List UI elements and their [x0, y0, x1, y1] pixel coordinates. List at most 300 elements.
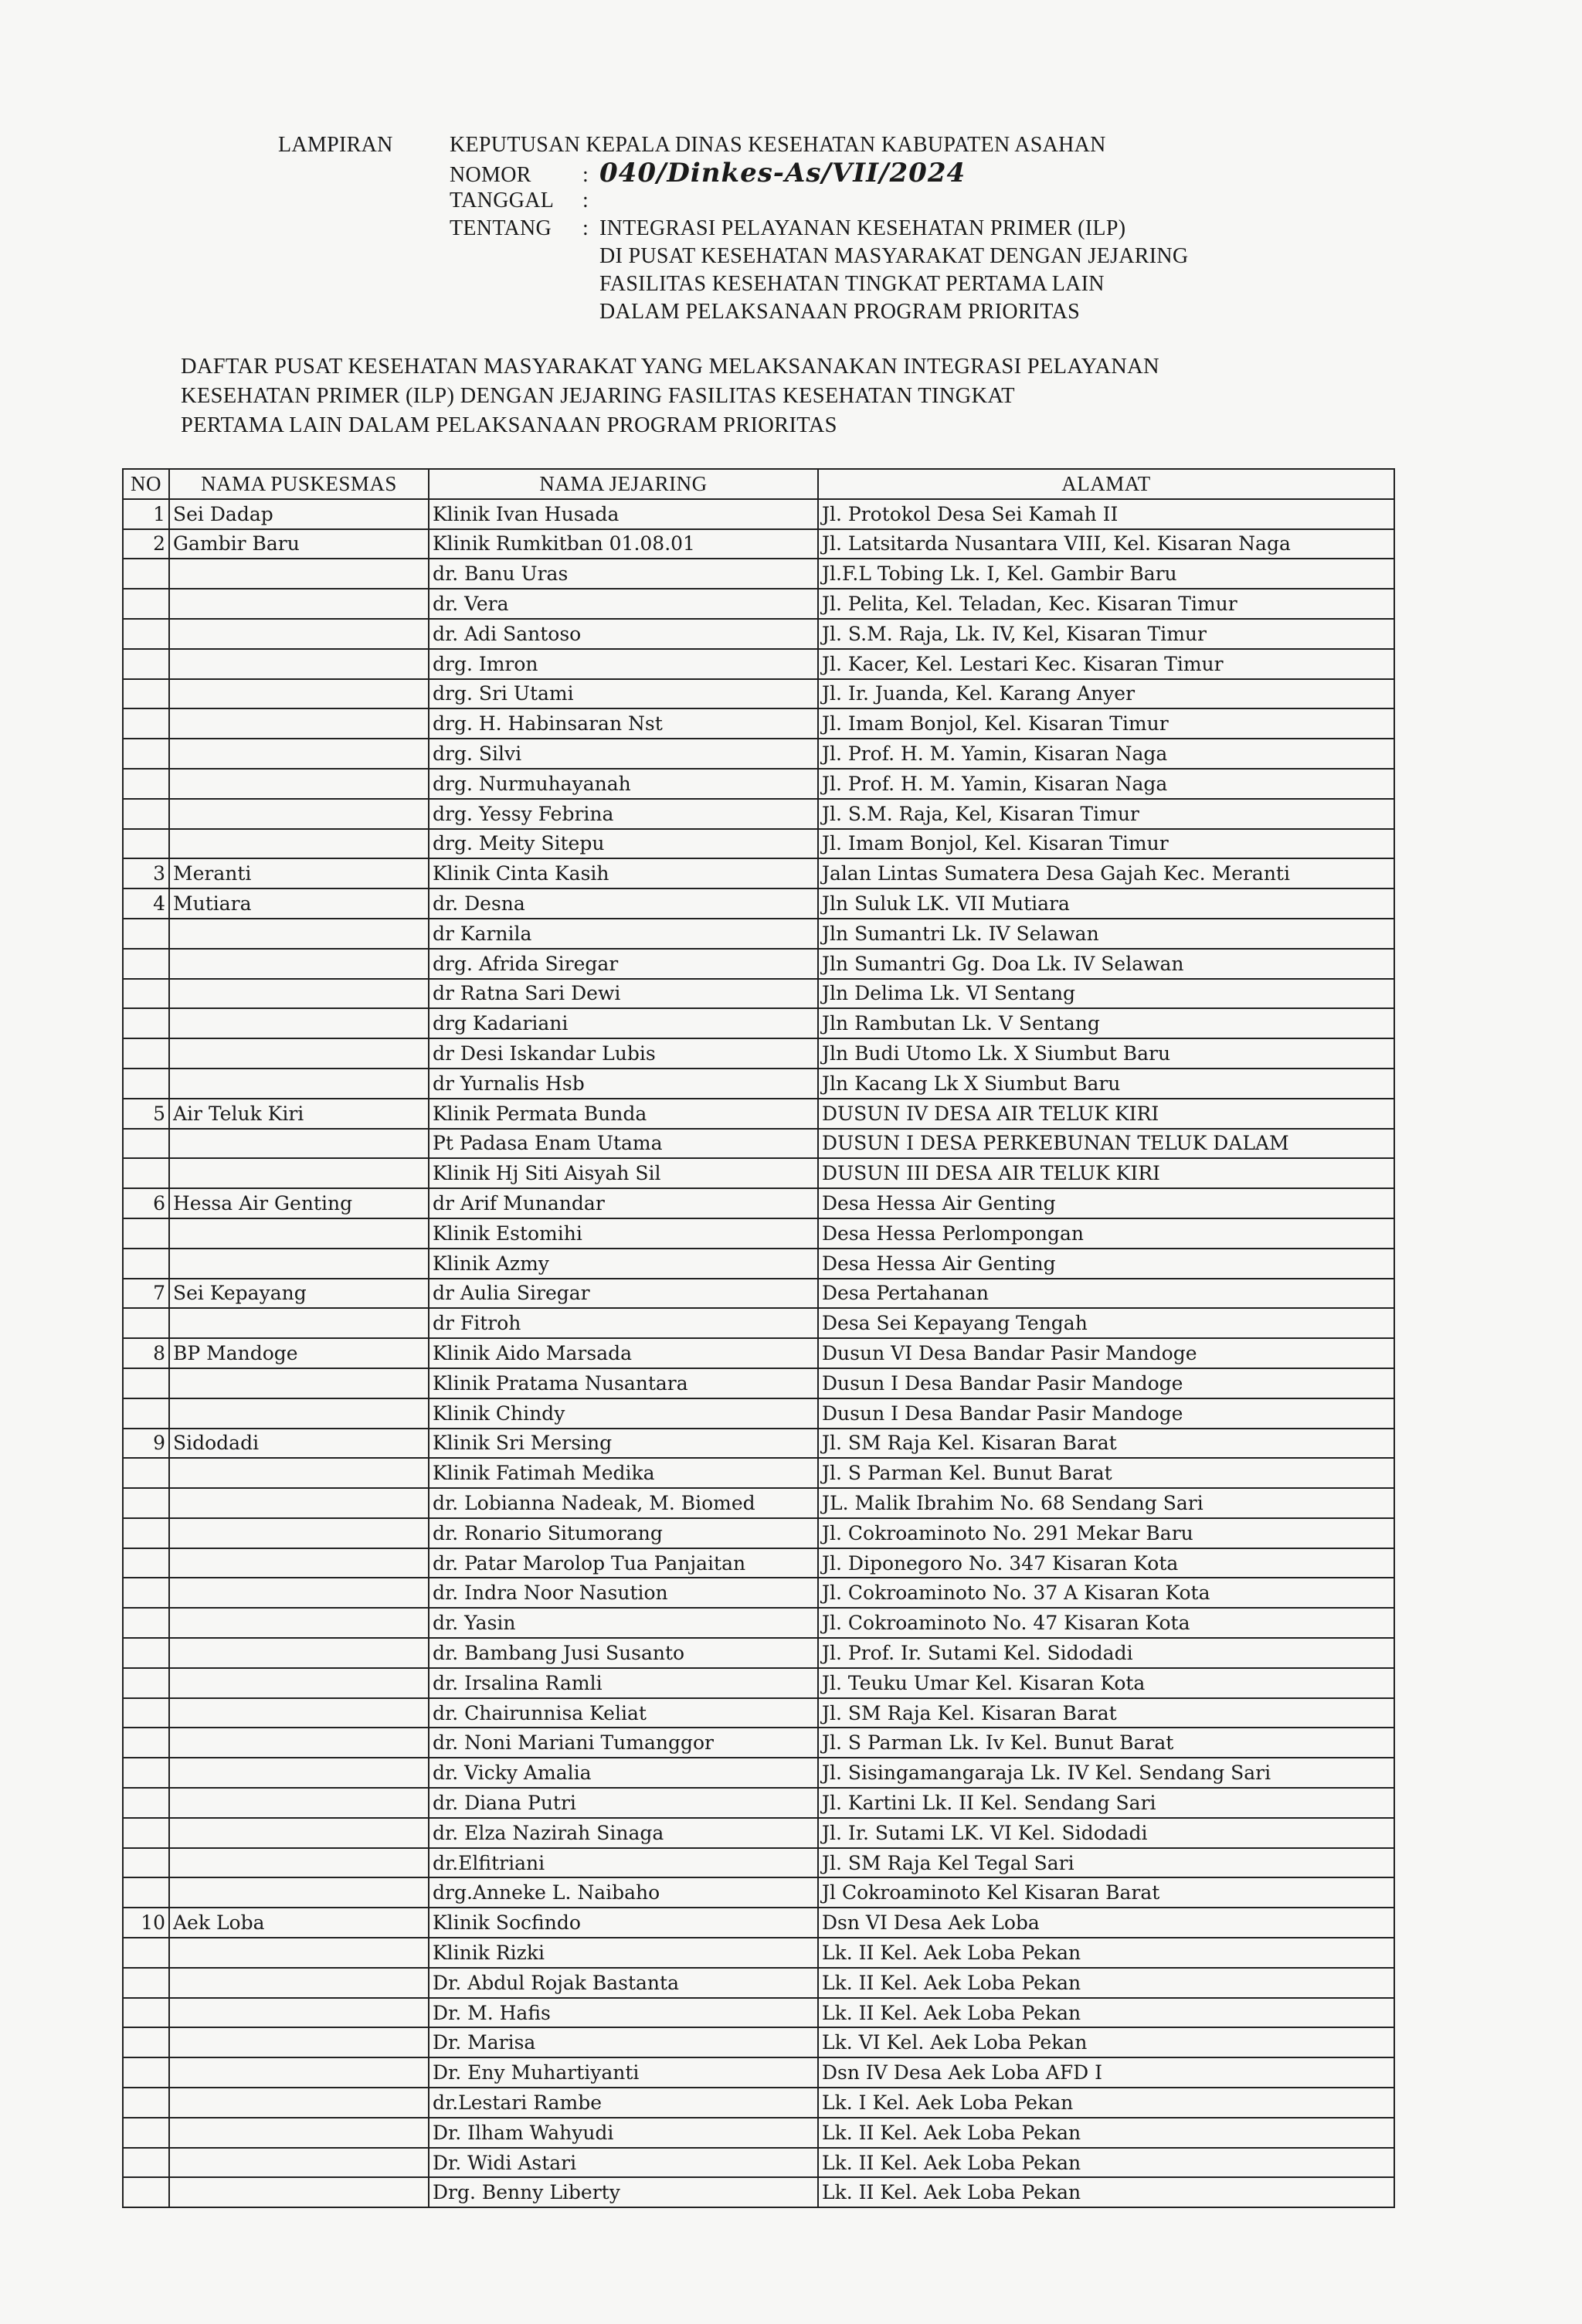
- row-alamat: Jl. S Parman Lk. Iv Kel. Bunut Barat: [818, 1728, 1394, 1758]
- table-row: [123, 1908, 1394, 1938]
- row-no: [123, 2027, 169, 2057]
- table-row: [123, 1968, 1394, 1998]
- row-puskesmas: [169, 1398, 429, 1429]
- row-jejaring: Klinik Pratama Nusantara: [429, 1368, 818, 1398]
- table-row: [123, 1218, 1394, 1249]
- row-puskesmas: [169, 1578, 429, 1608]
- row-puskesmas: Meranti: [169, 858, 429, 888]
- row-alamat: DUSUN III DESA AIR TELUK KIRI: [818, 1158, 1394, 1188]
- table-row: [123, 1578, 1394, 1608]
- row-jejaring: drg. Nurmuhayanah: [429, 769, 818, 799]
- tanggal-label: TANGGAL: [450, 189, 555, 212]
- row-puskesmas: [169, 1038, 429, 1069]
- row-jejaring: drg. Yessy Febrina: [429, 799, 818, 829]
- tanggal-colon: :: [582, 189, 589, 212]
- table-row: [123, 1998, 1394, 2028]
- table-row: [123, 1398, 1394, 1429]
- row-puskesmas: [169, 1698, 429, 1728]
- row-jejaring: dr. Irsalina Ramli: [429, 1668, 818, 1698]
- table-row: [123, 1728, 1394, 1758]
- row-alamat: Lk. II Kel. Aek Loba Pekan: [818, 1998, 1394, 2028]
- col-header-puskesmas: NAMA PUSKESMAS: [169, 469, 429, 499]
- row-puskesmas: [169, 769, 429, 799]
- nomor-colon: :: [582, 163, 589, 187]
- puskesmas-table: [122, 468, 1395, 2208]
- nomor-label: NOMOR: [450, 163, 531, 187]
- row-puskesmas: [169, 1608, 429, 1638]
- row-no: [123, 1938, 169, 1968]
- tanggal-line: [450, 187, 1188, 215]
- row-jejaring: dr Desi Iskandar Lubis: [429, 1038, 818, 1069]
- row-jejaring: drg.Anneke L. Naibaho: [429, 1877, 818, 1908]
- row-puskesmas: [169, 799, 429, 829]
- table-row: [123, 649, 1394, 679]
- tentang-label: TENTANG: [450, 216, 552, 240]
- row-alamat: Jl. SM Raja Kel Tegal Sari: [818, 1848, 1394, 1878]
- row-puskesmas: [169, 1458, 429, 1488]
- table-row: [123, 1368, 1394, 1398]
- row-no: 2: [123, 529, 169, 559]
- row-no: [123, 1249, 169, 1279]
- row-jejaring: dr. Patar Marolop Tua Panjaitan: [429, 1548, 818, 1578]
- row-no: [123, 1848, 169, 1878]
- row-alamat: Lk. II Kel. Aek Loba Pekan: [818, 2148, 1394, 2178]
- row-no: [123, 1548, 169, 1578]
- row-jejaring: drg Kadariani: [429, 1008, 818, 1038]
- row-alamat: Jln Sumantri Gg. Doa Lk. IV Selawan: [818, 949, 1394, 979]
- row-puskesmas: Air Teluk Kiri: [169, 1099, 429, 1129]
- row-alamat: Jln Sumantri Lk. IV Selawan: [818, 919, 1394, 949]
- row-no: [123, 1398, 169, 1429]
- row-alamat: Dusun I Desa Bandar Pasir Mandoge: [818, 1398, 1394, 1429]
- row-no: [123, 1728, 169, 1758]
- row-puskesmas: [169, 1158, 429, 1188]
- table-row: [123, 1458, 1394, 1488]
- intro-line-3: PERTAMA LAIN DALAM PELAKSANAAN PROGRAM PRIORITAS: [181, 413, 837, 437]
- row-alamat: Desa Pertahanan: [818, 1279, 1394, 1309]
- row-alamat: Jln Delima Lk. VI Sentang: [818, 979, 1394, 1009]
- row-jejaring: dr. Bambang Jusi Susanto: [429, 1638, 818, 1668]
- row-puskesmas: [169, 1728, 429, 1758]
- table-row: [123, 589, 1394, 619]
- row-jejaring: drg. Afrida Siregar: [429, 949, 818, 979]
- row-alamat: JL. Malik Ibrahim No. 68 Sendang Sari: [818, 1488, 1394, 1518]
- row-puskesmas: [169, 1968, 429, 1998]
- table-row: [123, 708, 1394, 739]
- table-row: [123, 1848, 1394, 1878]
- row-no: [123, 829, 169, 859]
- row-jejaring: dr. Banu Uras: [429, 559, 818, 589]
- row-puskesmas: Aek Loba: [169, 1908, 429, 1938]
- row-puskesmas: Gambir Baru: [169, 529, 429, 559]
- table-row: [123, 979, 1394, 1009]
- row-jejaring: Dr. Abdul Rojak Bastanta: [429, 1968, 818, 1998]
- row-alamat: Jl. SM Raja Kel. Kisaran Barat: [818, 1429, 1394, 1459]
- row-no: [123, 1968, 169, 1998]
- table-row: [123, 769, 1394, 799]
- row-puskesmas: Sidodadi: [169, 1429, 429, 1459]
- table-row: [123, 1758, 1394, 1788]
- row-jejaring: drg. Sri Utami: [429, 679, 818, 709]
- row-puskesmas: [169, 1308, 429, 1338]
- row-jejaring: Klinik Cinta Kasih: [429, 858, 818, 888]
- row-alamat: Dsn IV Desa Aek Loba AFD I: [818, 2057, 1394, 2088]
- row-alamat: Jl. Pelita, Kel. Teladan, Kec. Kisaran Timur: [818, 589, 1394, 619]
- table-row: [123, 1788, 1394, 1818]
- row-jejaring: drg. H. Habinsaran Nst: [429, 708, 818, 739]
- table-row: [123, 1938, 1394, 1968]
- row-no: [123, 1638, 169, 1668]
- row-alamat: Jl. Prof. H. M. Yamin, Kisaran Naga: [818, 769, 1394, 799]
- row-puskesmas: [169, 1518, 429, 1548]
- table-row: [123, 1308, 1394, 1338]
- row-jejaring: dr.Elfitriani: [429, 1848, 818, 1878]
- row-jejaring: dr. Desna: [429, 888, 818, 919]
- nomor-line: [450, 159, 1188, 187]
- row-jejaring: dr Fitroh: [429, 1308, 818, 1338]
- row-no: [123, 2118, 169, 2148]
- row-no: [123, 1758, 169, 1788]
- row-alamat: Jl. Imam Bonjol, Kel. Kisaran Timur: [818, 708, 1394, 739]
- row-puskesmas: [169, 1129, 429, 1159]
- table-row: [123, 1429, 1394, 1459]
- row-no: [123, 679, 169, 709]
- table-row: [123, 1188, 1394, 1218]
- row-puskesmas: [169, 1998, 429, 2028]
- row-jejaring: dr. Noni Mariani Tumanggor: [429, 1728, 818, 1758]
- row-puskesmas: Mutiara: [169, 888, 429, 919]
- row-no: [123, 1458, 169, 1488]
- table-row: [123, 888, 1394, 919]
- row-alamat: Lk. II Kel. Aek Loba Pekan: [818, 1938, 1394, 1968]
- table-row: [123, 529, 1394, 559]
- table-row: [123, 1069, 1394, 1099]
- row-jejaring: dr. Chairunnisa Keliat: [429, 1698, 818, 1728]
- row-no: [123, 1668, 169, 1698]
- intro-line-1: DAFTAR PUSAT KESEHATAN MASYARAKAT YANG MELAKSANAKAN INTEGRASI PELAYANAN: [181, 355, 1159, 379]
- row-no: [123, 1818, 169, 1848]
- row-puskesmas: [169, 1638, 429, 1668]
- row-puskesmas: [169, 1668, 429, 1698]
- tentang-line-3: [450, 270, 1188, 298]
- table-row: [123, 2027, 1394, 2057]
- row-no: 9: [123, 1429, 169, 1459]
- row-jejaring: dr Ratna Sari Dewi: [429, 979, 818, 1009]
- row-jejaring: dr. Ronario Situmorang: [429, 1518, 818, 1548]
- row-jejaring: Klinik Estomihi: [429, 1218, 818, 1249]
- row-alamat: Desa Hessa Air Genting: [818, 1188, 1394, 1218]
- row-no: [123, 1368, 169, 1398]
- tentang-line: [450, 215, 1188, 243]
- row-puskesmas: Sei Dadap: [169, 499, 429, 529]
- row-puskesmas: [169, 1818, 429, 1848]
- row-jejaring: Dr. Eny Muhartiyanti: [429, 2057, 818, 2088]
- row-puskesmas: [169, 1249, 429, 1279]
- row-puskesmas: [169, 2057, 429, 2088]
- row-no: 8: [123, 1338, 169, 1368]
- row-no: [123, 649, 169, 679]
- table-row: [123, 1608, 1394, 1638]
- table-row: [123, 858, 1394, 888]
- row-no: [123, 1518, 169, 1548]
- table-row: [123, 799, 1394, 829]
- row-no: [123, 1008, 169, 1038]
- row-puskesmas: [169, 1938, 429, 1968]
- row-jejaring: dr. Vicky Amalia: [429, 1758, 818, 1788]
- row-jejaring: Klinik Rizki: [429, 1938, 818, 1968]
- row-puskesmas: [169, 829, 429, 859]
- row-alamat: Lk. II Kel. Aek Loba Pekan: [818, 2118, 1394, 2148]
- row-no: [123, 1129, 169, 1159]
- row-alamat: Jl. Imam Bonjol, Kel. Kisaran Timur: [818, 829, 1394, 859]
- table-row: [123, 499, 1394, 529]
- table-row: [123, 679, 1394, 709]
- table-row: [123, 1279, 1394, 1309]
- row-puskesmas: [169, 2088, 429, 2118]
- row-jejaring: dr Aulia Siregar: [429, 1279, 818, 1309]
- row-puskesmas: [169, 1877, 429, 1908]
- decree-title: KEPUTUSAN KEPALA DINAS KESEHATAN KABUPATEN ASAHAN: [450, 133, 1106, 157]
- row-alamat: Jl. S.M. Raja, Kel, Kisaran Timur: [818, 799, 1394, 829]
- row-jejaring: drg. Imron: [429, 649, 818, 679]
- row-puskesmas: Hessa Air Genting: [169, 1188, 429, 1218]
- tentang-line-4: [450, 298, 1188, 326]
- row-no: [123, 589, 169, 619]
- row-alamat: Jl. Protokol Desa Sei Kamah II: [818, 499, 1394, 529]
- row-jejaring: Klinik Aido Marsada: [429, 1338, 818, 1368]
- row-alamat: Jl. Kacer, Kel. Lestari Kec. Kisaran Timur: [818, 649, 1394, 679]
- row-no: [123, 919, 169, 949]
- row-puskesmas: [169, 1218, 429, 1249]
- row-puskesmas: [169, 1548, 429, 1578]
- row-puskesmas: [169, 1758, 429, 1788]
- row-puskesmas: [169, 649, 429, 679]
- row-jejaring: drg. Silvi: [429, 739, 818, 769]
- row-jejaring: dr. Indra Noor Nasution: [429, 1578, 818, 1608]
- row-alamat: Jl. Prof. Ir. Sutami Kel. Sidodadi: [818, 1638, 1394, 1668]
- tentang-text-3: FASILITAS KESEHATAN TINGKAT PERTAMA LAIN: [599, 272, 1105, 296]
- row-no: [123, 1038, 169, 1069]
- row-jejaring: dr.Lestari Rambe: [429, 2088, 818, 2118]
- row-puskesmas: [169, 949, 429, 979]
- tentang-colon: :: [582, 216, 589, 240]
- row-alamat: Dusun VI Desa Bandar Pasir Mandoge: [818, 1338, 1394, 1368]
- row-no: [123, 2088, 169, 2118]
- row-alamat: Lk. I Kel. Aek Loba Pekan: [818, 2088, 1394, 2118]
- row-no: 10: [123, 1908, 169, 1938]
- row-no: 6: [123, 1188, 169, 1218]
- row-puskesmas: [169, 1488, 429, 1518]
- row-alamat: Jl. SM Raja Kel. Kisaran Barat: [818, 1698, 1394, 1728]
- intro-line-2: KESEHATAN PRIMER (ILP) DENGAN JEJARING FASILITAS KESEHATAN TINGKAT: [181, 384, 1015, 408]
- row-no: 3: [123, 858, 169, 888]
- row-jejaring: Pt Padasa Enam Utama: [429, 1129, 818, 1159]
- table-row: [123, 2148, 1394, 2178]
- row-puskesmas: [169, 1788, 429, 1818]
- row-puskesmas: [169, 559, 429, 589]
- row-jejaring: Klinik Sri Mersing: [429, 1429, 818, 1459]
- row-alamat: Jl. S.M. Raja, Lk. IV, Kel, Kisaran Timur: [818, 619, 1394, 649]
- row-alamat: DUSUN IV DESA AIR TELUK KIRI: [818, 1099, 1394, 1129]
- row-puskesmas: BP Mandoge: [169, 1338, 429, 1368]
- row-alamat: Jl. S Parman Kel. Bunut Barat: [818, 1458, 1394, 1488]
- row-alamat: Jl. Ir. Sutami LK. VI Kel. Sidodadi: [818, 1818, 1394, 1848]
- row-no: [123, 1788, 169, 1818]
- row-puskesmas: [169, 589, 429, 619]
- row-alamat: Desa Sei Kepayang Tengah: [818, 1308, 1394, 1338]
- table-header-row: [123, 469, 1394, 499]
- table-row: [123, 1638, 1394, 1668]
- table-row: [123, 1877, 1394, 1908]
- row-no: [123, 1877, 169, 1908]
- tentang-line-2: [450, 243, 1188, 270]
- row-no: [123, 1069, 169, 1099]
- row-puskesmas: [169, 679, 429, 709]
- row-alamat: DUSUN I DESA PERKEBUNAN TELUK DALAM: [818, 1129, 1394, 1159]
- table-row: [123, 1668, 1394, 1698]
- row-alamat: Jl.F.L Tobing Lk. I, Kel. Gambir Baru: [818, 559, 1394, 589]
- row-jejaring: Klinik Fatimah Medika: [429, 1458, 818, 1488]
- nomor-value: 040/Dinkes-As/VII/2024: [599, 158, 966, 189]
- row-jejaring: dr. Vera: [429, 589, 818, 619]
- row-jejaring: dr Yurnalis Hsb: [429, 1069, 818, 1099]
- row-alamat: Dusun I Desa Bandar Pasir Mandoge: [818, 1368, 1394, 1398]
- row-puskesmas: [169, 2027, 429, 2057]
- table-row: [123, 1099, 1394, 1129]
- row-puskesmas: [169, 739, 429, 769]
- row-jejaring: dr Arif Munandar: [429, 1188, 818, 1218]
- col-header-jejaring: NAMA JEJARING: [429, 469, 818, 499]
- table-row: [123, 1698, 1394, 1728]
- decree-header: [450, 131, 1188, 326]
- table-row: [123, 2118, 1394, 2148]
- list-intro: [181, 352, 1159, 440]
- row-puskesmas: [169, 979, 429, 1009]
- row-puskesmas: [169, 1848, 429, 1878]
- row-no: [123, 1578, 169, 1608]
- row-no: 4: [123, 888, 169, 919]
- row-alamat: Jl. Cokroaminoto No. 37 A Kisaran Kota: [818, 1578, 1394, 1608]
- row-no: [123, 1488, 169, 1518]
- row-no: [123, 559, 169, 589]
- row-puskesmas: [169, 1069, 429, 1099]
- row-puskesmas: [169, 2118, 429, 2148]
- row-no: [123, 1608, 169, 1638]
- table-row: [123, 559, 1394, 589]
- table-row: [123, 1249, 1394, 1279]
- tentang-text-1: INTEGRASI PELAYANAN KESEHATAN PRIMER (ILP): [599, 216, 1126, 240]
- row-puskesmas: [169, 619, 429, 649]
- row-alamat: Jalan Lintas Sumatera Desa Gajah Kec. Meranti: [818, 858, 1394, 888]
- row-puskesmas: [169, 708, 429, 739]
- row-alamat: Lk. II Kel. Aek Loba Pekan: [818, 1968, 1394, 1998]
- table-row: [123, 2177, 1394, 2207]
- table-body: [123, 499, 1394, 2207]
- row-alamat: Jln Suluk LK. VII Mutiara: [818, 888, 1394, 919]
- row-alamat: Jl Cokroaminoto Kel Kisaran Barat: [818, 1877, 1394, 1908]
- row-alamat: Jln Rambutan Lk. V Sentang: [818, 1008, 1394, 1038]
- row-no: 7: [123, 1279, 169, 1309]
- row-puskesmas: Sei Kepayang: [169, 1279, 429, 1309]
- row-no: [123, 1158, 169, 1188]
- table-row: [123, 1548, 1394, 1578]
- row-no: [123, 1308, 169, 1338]
- row-no: [123, 799, 169, 829]
- table-row: [123, 2057, 1394, 2088]
- table-row: [123, 1038, 1394, 1069]
- row-jejaring: Klinik Azmy: [429, 1249, 818, 1279]
- table-row: [123, 1158, 1394, 1188]
- row-jejaring: dr. Adi Santoso: [429, 619, 818, 649]
- row-alamat: Jl. Cokroaminoto No. 291 Mekar Baru: [818, 1518, 1394, 1548]
- row-no: [123, 739, 169, 769]
- row-jejaring: Drg. Benny Liberty: [429, 2177, 818, 2207]
- row-no: [123, 2148, 169, 2178]
- lampiran-label: LAMPIRAN: [278, 133, 393, 157]
- row-puskesmas: [169, 1008, 429, 1038]
- row-alamat: Desa Hessa Air Genting: [818, 1249, 1394, 1279]
- row-alamat: Jl. Teuku Umar Kel. Kisaran Kota: [818, 1668, 1394, 1698]
- row-alamat: Lk. II Kel. Aek Loba Pekan: [818, 2177, 1394, 2207]
- table-row: [123, 1488, 1394, 1518]
- row-jejaring: dr. Yasin: [429, 1608, 818, 1638]
- row-jejaring: Klinik Ivan Husada: [429, 499, 818, 529]
- table-row: [123, 919, 1394, 949]
- row-alamat: Jl. Ir. Juanda, Kel. Karang Anyer: [818, 679, 1394, 709]
- row-jejaring: Dr. Ilham Wahyudi: [429, 2118, 818, 2148]
- row-no: [123, 619, 169, 649]
- row-alamat: Jl. Kartini Lk. II Kel. Sendang Sari: [818, 1788, 1394, 1818]
- row-alamat: Jl. Cokroaminoto No. 47 Kisaran Kota: [818, 1608, 1394, 1638]
- row-alamat: Desa Hessa Perlompongan: [818, 1218, 1394, 1249]
- row-puskesmas: [169, 1368, 429, 1398]
- row-jejaring: Dr. Marisa: [429, 2027, 818, 2057]
- row-jejaring: Dr. Widi Astari: [429, 2148, 818, 2178]
- row-no: [123, 979, 169, 1009]
- row-no: [123, 949, 169, 979]
- row-no: [123, 708, 169, 739]
- table-row: [123, 1818, 1394, 1848]
- row-jejaring: dr. Lobianna Nadeak, M. Biomed: [429, 1488, 818, 1518]
- row-jejaring: Klinik Rumkitban 01.08.01: [429, 529, 818, 559]
- table-row: [123, 739, 1394, 769]
- table-row: [123, 1008, 1394, 1038]
- row-jejaring: dr. Elza Nazirah Sinaga: [429, 1818, 818, 1848]
- row-jejaring: drg. Meity Sitepu: [429, 829, 818, 859]
- tentang-text-2: DI PUSAT KESEHATAN MASYARAKAT DENGAN JEJARING: [599, 244, 1189, 268]
- table-row: [123, 1129, 1394, 1159]
- table-row: [123, 1338, 1394, 1368]
- row-no: 1: [123, 499, 169, 529]
- table-row: [123, 829, 1394, 859]
- row-no: [123, 2057, 169, 2088]
- row-jejaring: Klinik Socfindo: [429, 1908, 818, 1938]
- row-alamat: Jl. Diponegoro No. 347 Kisaran Kota: [818, 1548, 1394, 1578]
- table-row: [123, 1518, 1394, 1548]
- row-jejaring: Dr. M. Hafis: [429, 1998, 818, 2028]
- row-alamat: Jln Kacang Lk X Siumbut Baru: [818, 1069, 1394, 1099]
- row-jejaring: dr Karnila: [429, 919, 818, 949]
- col-header-alamat: ALAMAT: [818, 469, 1394, 499]
- table-row: [123, 619, 1394, 649]
- col-header-no: NO: [123, 469, 169, 499]
- row-puskesmas: [169, 2148, 429, 2178]
- row-no: [123, 769, 169, 799]
- row-puskesmas: [169, 2177, 429, 2207]
- table-row: [123, 949, 1394, 979]
- row-alamat: Jln Budi Utomo Lk. X Siumbut Baru: [818, 1038, 1394, 1069]
- row-puskesmas: [169, 919, 429, 949]
